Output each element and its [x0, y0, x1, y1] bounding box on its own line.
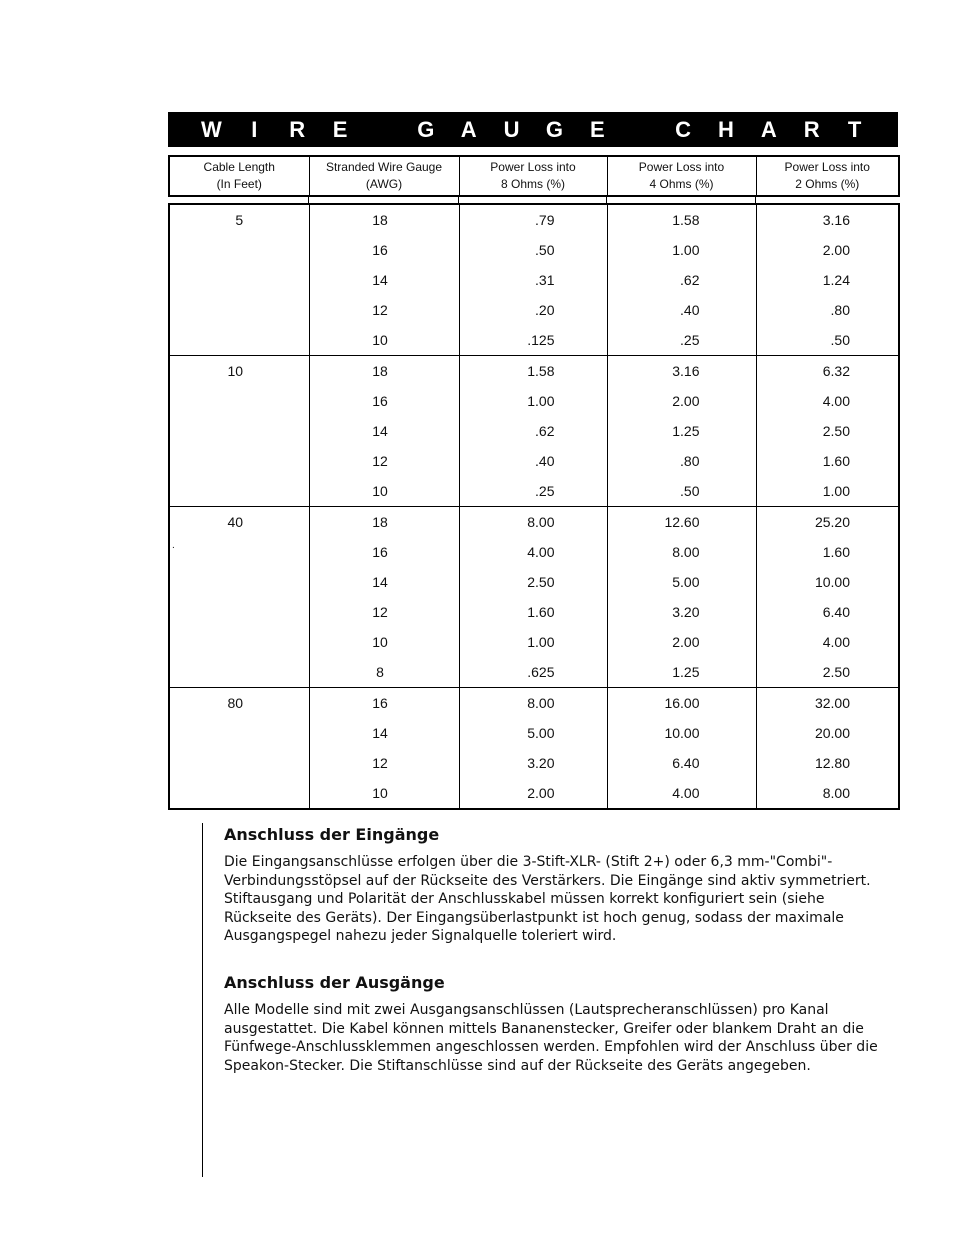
title-letter: A	[460, 116, 477, 142]
table-value: 4.00	[822, 393, 850, 409]
cable-length-value: 40	[227, 514, 244, 530]
table-value: .625	[527, 664, 555, 680]
header-loss-8-ohms: Power Loss into 8 Ohms (%)	[459, 156, 607, 196]
table-value: 3.16	[672, 363, 700, 379]
table-value: 25.20	[814, 514, 850, 530]
chart-title	[168, 112, 898, 147]
table-header	[168, 155, 900, 197]
table-value: 1.25	[672, 664, 700, 680]
cable-length-value: 5	[235, 212, 244, 228]
table-value: 14	[372, 272, 388, 288]
table-value: 1.58	[672, 212, 700, 228]
title-letter: U	[503, 116, 520, 142]
table-value: 1.00	[822, 483, 850, 499]
table-value: 14	[372, 423, 388, 439]
cable-length-value: 10	[227, 363, 244, 379]
header-loss-4-ohms: Power Loss into 4 Ohms (%)	[607, 156, 756, 196]
loss-8-ohms-cell	[459, 356, 607, 507]
table-value: 1.24	[822, 272, 850, 288]
title-letter: C	[675, 116, 691, 142]
table-value: .50	[535, 242, 555, 258]
table-value: 8.00	[672, 544, 700, 560]
margin-rule	[202, 823, 203, 1177]
table-value: .79	[535, 212, 555, 228]
table-value: 16	[372, 544, 388, 560]
table-value: 4.00	[822, 634, 850, 650]
table-value: 16	[372, 393, 388, 409]
table-value: .20	[535, 302, 555, 318]
table-value: 18	[372, 514, 388, 530]
table-value: 2.00	[672, 634, 700, 650]
length-group	[169, 356, 899, 507]
table-value: 5.00	[672, 574, 700, 590]
loss-8-ohms-cell	[459, 507, 607, 688]
table-value: 2.50	[527, 574, 555, 590]
table-value: 2.00	[527, 785, 555, 801]
table-value: 12.60	[664, 514, 700, 530]
table-value: 8.00	[527, 695, 555, 711]
table-value: 10	[372, 785, 388, 801]
gauge-cell	[309, 356, 459, 507]
loss-4-ohms-cell	[607, 356, 756, 507]
loss-4-ohms-cell	[607, 204, 756, 356]
section-heading-inputs: Anschluss der Eingänge	[224, 825, 440, 844]
table-value: 12	[372, 302, 388, 318]
table-value: 20.00	[814, 725, 850, 741]
cable-length-cell	[169, 356, 309, 507]
title-letter: G	[417, 116, 435, 142]
cable-length-cell	[169, 204, 309, 356]
title-letter: T	[847, 116, 862, 142]
table-value: 16	[372, 242, 388, 258]
table-value: 4.00	[672, 785, 700, 801]
table-value: 16	[372, 695, 388, 711]
table-value: 10.00	[664, 725, 700, 741]
table-value: 3.16	[822, 212, 850, 228]
table-value: .25	[680, 332, 700, 348]
loss-4-ohms-cell	[607, 688, 756, 810]
header-cable-length: Cable Length (In Feet)	[169, 156, 309, 196]
length-group	[169, 507, 899, 688]
table-value: 6.32	[822, 363, 850, 379]
cable-length-value: 80	[227, 695, 244, 711]
gauge-cell	[309, 204, 459, 356]
loss-8-ohms-cell	[459, 688, 607, 810]
loss-2-ohms-cell	[756, 507, 899, 688]
loss-2-ohms-cell	[756, 688, 899, 810]
gauge-cell	[309, 688, 459, 810]
table-value: 10	[372, 634, 388, 650]
title-letter: I	[251, 116, 258, 142]
table-value: 12	[372, 755, 388, 771]
table-value: 8.00	[527, 514, 555, 530]
table-value: 18	[372, 363, 388, 379]
table-value: 5.00	[527, 725, 555, 741]
section-heading-outputs: Anschluss der Ausgänge	[224, 973, 445, 992]
table-value: 1.60	[822, 453, 850, 469]
table-value: .50	[680, 483, 700, 499]
table-value: 3.20	[527, 755, 555, 771]
table-value: .80	[830, 302, 850, 318]
table-value: 12	[372, 604, 388, 620]
table-value: 4.00	[527, 544, 555, 560]
title-letter: G	[545, 116, 563, 142]
table-value: 6.40	[672, 755, 700, 771]
table-value: 12.80	[814, 755, 850, 771]
table-value: 8.00	[822, 785, 850, 801]
title-letter: E	[332, 116, 348, 142]
table-value: .80	[680, 453, 700, 469]
title-letter: H	[717, 116, 734, 142]
title-letter: W	[201, 116, 222, 142]
table-value: 14	[372, 725, 388, 741]
table-value: 2.50	[822, 423, 850, 439]
loss-4-ohms-cell	[607, 507, 756, 688]
table-value: 6.40	[822, 604, 850, 620]
loss-8-ohms-cell	[459, 204, 607, 356]
table-value: .50	[830, 332, 850, 348]
length-group	[169, 688, 899, 810]
table-value: 1.25	[672, 423, 700, 439]
table-value: .40	[535, 453, 555, 469]
section-text-outputs: Alle Modelle sind mit zwei Ausgangsanschlüssen (Lautsprecheranschlüssen) pro Kanal ausgestattet. Die Kabel können mittels Bananenstecker, Greifer oder blankem Draht an die Fünfwege-Anschlussklemmen angeschlossen werden. Empfohlen wird der Anschluss über die Speakon-Stecker. Die Stiftanschlüsse sind auf der Rückseite des Geräts angegeben.	[224, 1002, 878, 1074]
length-group	[169, 204, 899, 356]
table-value: 16.00	[664, 695, 700, 711]
wire-gauge-table	[168, 203, 900, 810]
table-value: .125	[527, 332, 555, 348]
table-value: 1.60	[527, 604, 555, 620]
title-letter: A	[760, 116, 777, 142]
table-value: 3.20	[672, 604, 700, 620]
table-value: 1.58	[527, 363, 555, 379]
table-value: .40	[680, 302, 700, 318]
table-value: .25	[535, 483, 555, 499]
table-value: 14	[372, 574, 388, 590]
table-value: 12	[372, 453, 388, 469]
stray-mark: .	[172, 540, 175, 551]
cable-length-cell	[169, 688, 309, 810]
table-value: .31	[535, 272, 555, 288]
loss-2-ohms-cell	[756, 204, 899, 356]
loss-2-ohms-cell	[756, 356, 899, 507]
table-value: 10.00	[814, 574, 850, 590]
table-value: 2.00	[672, 393, 700, 409]
title-letter: R	[803, 116, 820, 142]
table-value: 1.60	[822, 544, 850, 560]
header-loss-2-ohms: Power Loss into 2 Ohms (%)	[756, 156, 899, 196]
title-letter: R	[289, 116, 306, 142]
title-letter: E	[589, 116, 605, 142]
table-value: 2.50	[822, 664, 850, 680]
table-value: 10	[372, 483, 388, 499]
table-value: 1.00	[527, 393, 555, 409]
table-value: 8	[376, 664, 384, 680]
cable-length-cell	[169, 507, 309, 688]
header-wire-gauge: Stranded Wire Gauge (AWG)	[309, 156, 459, 196]
table-value: 2.00	[822, 242, 850, 258]
table-value: 18	[372, 212, 388, 228]
table-value: 1.00	[672, 242, 700, 258]
table-value: 32.00	[814, 695, 850, 711]
table-value: .62	[680, 272, 700, 288]
table-value: 1.00	[527, 634, 555, 650]
section-text-inputs: Die Eingangsanschlüsse erfolgen über die 3-Stift-XLR- (Stift 2+) oder 6,3 mm-"Combi"-Verbindungsstöpsel auf der Rückseite des Verstärkers. Die Eingänge sind aktiv symmetriert. Stiftausgang und Polarität der Anschlusskabel müssen korrekt konfiguriert sein (siehe Rückseite des Geräts). Der Eingangsüberlastpunkt ist hoch genug, sodass der maximale Ausgangspegel nahezu jeder Signalquelle toleriert wird.	[224, 854, 871, 944]
table-value: 10	[372, 332, 388, 348]
gauge-cell	[309, 507, 459, 688]
table-value: .62	[535, 423, 555, 439]
